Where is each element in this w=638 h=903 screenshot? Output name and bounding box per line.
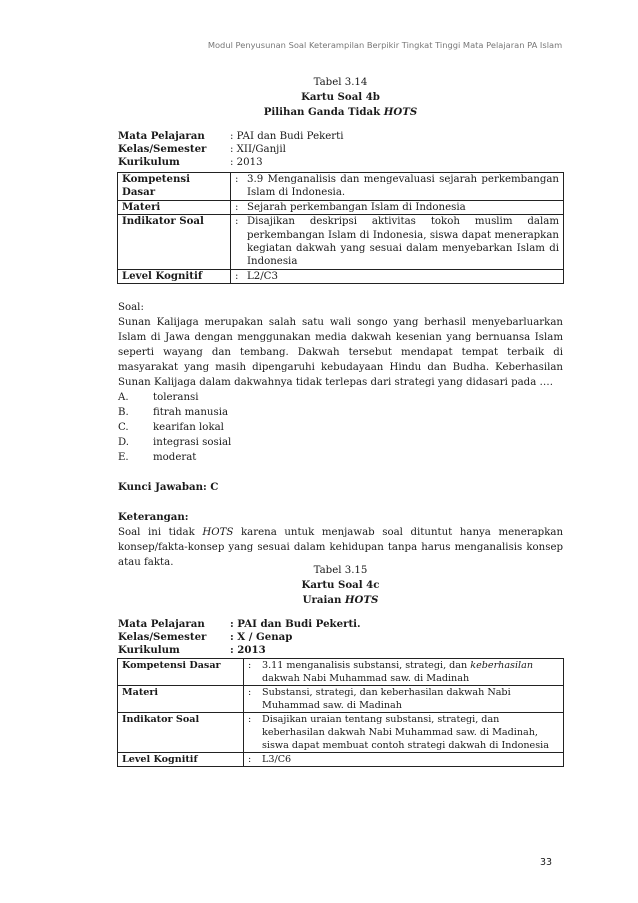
option-item	[118, 405, 563, 420]
note-heading: Keterangan:	[118, 511, 189, 523]
question-text: Sunan Kalijaga merupakan salah satu wali songo yang berhasil menyebarluarkan Islam di Jawa dengan menggunakan media dakwah kesenian yang bernuansa Islam seperti wayang dan tembang. Dakwah tersebut mendapat tempat terbaik di masyarakat yang masih dipengaruhi kebudayaan Hindu dan Budha. Keberhasilan Sunan Kalijaga dalam dakwahnya tidak terlepas dari strategi yang didasari pada ….	[118, 317, 563, 388]
table1-meta	[118, 130, 344, 169]
meta-value: : PAI dan Budi Pekerti.	[230, 618, 361, 630]
table2-card-table	[117, 658, 564, 767]
option-item	[118, 435, 563, 450]
row-colon: :	[248, 754, 252, 765]
option-text: moderat	[153, 452, 197, 463]
table1-title-block	[118, 75, 563, 120]
meta-label: Kelas/Semester	[118, 631, 207, 643]
row-colon: :	[248, 660, 252, 671]
row-colon: :	[235, 216, 239, 228]
meta-row	[118, 130, 344, 143]
row-label: Level Kognitif	[118, 269, 231, 283]
table2-card: Kartu Soal 4c	[301, 579, 380, 591]
row-value: Sejarah perkembangan Islam di Indonesia	[247, 201, 466, 213]
row-label: Kompetensi Dasar	[118, 173, 231, 201]
option-text: fitrah manusia	[153, 407, 229, 418]
table2-title-block	[118, 563, 563, 608]
row-value-cell	[244, 753, 564, 767]
row-colon: :	[235, 201, 239, 213]
table2-subtitle-emph: HOTS	[344, 594, 379, 606]
meta-row	[118, 618, 361, 631]
row-value-cell	[244, 686, 564, 713]
row-label: Materi	[118, 686, 244, 713]
options-list	[118, 390, 563, 465]
table-row	[118, 200, 564, 214]
meta-label: Mata Pelajaran	[118, 618, 205, 630]
row-colon: :	[235, 270, 239, 282]
option-letter: A.	[118, 392, 129, 403]
note-text-pre: Soal ini tidak	[118, 527, 203, 538]
meta-value: : 2013	[230, 644, 266, 656]
meta-label: Kurikulum	[118, 644, 180, 656]
option-letter: D.	[118, 437, 130, 448]
table1-card-table	[117, 172, 564, 284]
option-item	[118, 450, 563, 465]
table-row	[118, 753, 564, 767]
table1-subtitle	[118, 105, 563, 120]
table2-number: Tabel 3.15	[313, 565, 368, 576]
row-value-cell	[231, 215, 564, 270]
row-value: 3.9 Menganalisis dan mengevaluasi sejarah perkembangan Islam di Indonesia.	[247, 174, 559, 199]
option-text: kearifan lokal	[153, 422, 224, 433]
answer-key: Kunci Jawaban: C	[118, 481, 219, 493]
meta-value: : X / Genap	[230, 631, 293, 643]
table-row	[118, 686, 564, 713]
meta-label: Kurikulum	[118, 156, 180, 168]
row-value-emph: keberhasilan	[470, 660, 534, 671]
table2-subtitle-text: Uraian	[302, 594, 345, 606]
row-value: Disajikan uraian tentang substansi, strategi, dan keberhasilan dakwah Nabi Muhammad saw. di Madinah, siswa dapat membuat contoh strategi dakwah di Indonesia	[262, 714, 549, 751]
option-letter: C.	[118, 422, 129, 433]
option-text: toleransi	[153, 392, 199, 403]
row-value: Substansi, strategi, dan keberhasilan dakwah Nabi Muhammad saw. di Madinah	[262, 687, 511, 711]
table2-meta	[118, 618, 361, 657]
table-row	[118, 269, 564, 283]
meta-label: Kelas/Semester	[118, 143, 207, 155]
row-value-cell	[231, 173, 564, 201]
meta-row	[118, 143, 344, 156]
row-value-pre: 3.11 menganalisis substansi, strategi, dan	[262, 660, 471, 671]
table2-subtitle	[118, 593, 563, 608]
table-row	[118, 659, 564, 686]
option-item	[118, 390, 563, 405]
row-colon: :	[248, 687, 252, 698]
row-colon: :	[248, 714, 252, 725]
meta-label: Mata Pelajaran	[118, 130, 205, 142]
table1-subtitle-emph: HOTS	[383, 106, 418, 118]
row-value-cell	[231, 200, 564, 214]
row-label: Kompetensi Dasar	[118, 659, 244, 686]
row-value-cell	[244, 713, 564, 753]
meta-value: : 2013	[230, 157, 263, 168]
meta-row	[118, 631, 361, 644]
option-letter: B.	[118, 407, 129, 418]
row-value	[262, 659, 559, 685]
page-number: 33	[540, 857, 553, 868]
option-text: integrasi sosial	[153, 437, 232, 448]
running-header: Modul Penyusunan Soal Keterampilan Berpikir Tingkat Tinggi Mata Pelajaran PA Islam	[207, 40, 563, 50]
table-row	[118, 713, 564, 753]
row-value-cell	[244, 659, 564, 686]
table1-number: Tabel 3.14	[313, 77, 368, 88]
row-value-cell	[231, 269, 564, 283]
option-item	[118, 420, 563, 435]
row-label: Level Kognitif	[118, 753, 244, 767]
meta-value: : XII/Ganjil	[230, 144, 286, 155]
row-colon: :	[235, 174, 239, 185]
row-label: Indikator Soal	[118, 215, 231, 270]
option-letter: E.	[118, 452, 129, 463]
row-value: Disajikan deskripsi aktivitas tokoh muslim dalam perkembangan Islam di Indonesia, siswa dapat menerapkan kegiatan dakwah yang sesuai dalam menyebarkan Islam di Indonesia	[247, 216, 559, 268]
meta-value: : PAI dan Budi Pekerti	[230, 131, 344, 142]
table-row	[118, 173, 564, 201]
row-label: Materi	[118, 200, 231, 214]
note-text-post: karena untuk menjawab soal dituntut hanya menerapkan konsep/fakta-konsep yang sesuai dalam kehidupan tanpa harus menganalisis konsep atau fakta.	[118, 527, 564, 568]
note-emph: HOTS	[202, 527, 234, 538]
row-label: Indikator Soal	[118, 713, 244, 753]
table-row	[118, 215, 564, 270]
question-block	[118, 300, 563, 570]
row-value: L3/C6	[262, 754, 292, 765]
table1-card: Kartu Soal 4b	[301, 91, 380, 103]
meta-row	[118, 156, 344, 169]
row-value-post: dakwah Nabi Muhammad saw. di Madinah	[262, 673, 470, 684]
row-value: L2/C3	[247, 270, 278, 282]
meta-row	[118, 644, 361, 657]
question-heading: Soal:	[118, 302, 144, 313]
table1-subtitle-text: Pilihan Ganda Tidak	[263, 106, 384, 118]
